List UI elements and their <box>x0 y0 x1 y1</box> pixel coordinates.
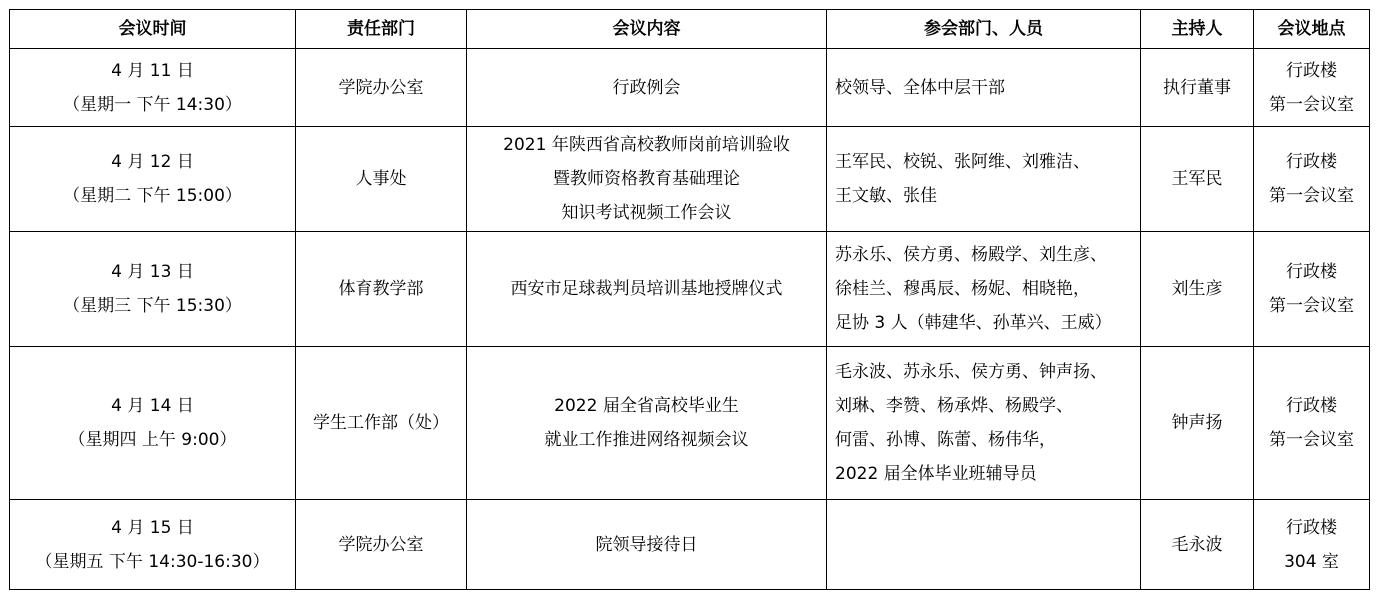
meeting-schedule-table <box>9 9 1370 590</box>
cell-dept-line: 学院办公室 <box>338 534 424 555</box>
cell-content-line: 知识考试视频工作会议 <box>561 203 732 223</box>
cell-time-line: （星期五 下午 14:30-16:30） <box>35 551 270 572</box>
table-row <box>10 232 1370 347</box>
cell-location <box>1254 49 1370 127</box>
cell-dept-line: 人事处 <box>355 169 407 189</box>
cell-host: 毛永波 <box>1141 500 1254 590</box>
header-content: 会议内容 <box>467 10 827 49</box>
cell-host: 执行董事 <box>1141 49 1254 127</box>
cell-attendees <box>827 127 1141 232</box>
table-row <box>10 500 1370 590</box>
cell-location-line: 行政楼 <box>1286 152 1337 172</box>
header-time: 会议时间 <box>10 10 296 49</box>
table-row <box>10 127 1370 232</box>
cell-time <box>10 347 296 500</box>
cell-time-line: （星期三 下午 15:30） <box>63 296 242 316</box>
cell-attendees <box>827 232 1141 347</box>
cell-host: 钟声扬 <box>1141 347 1254 500</box>
header-attendees: 参会部门、人员 <box>827 10 1141 49</box>
cell-content-line: 就业工作推进网络视频会议 <box>544 430 749 450</box>
cell-content-line: 西安市足球裁判员培训基地授牌仪式 <box>510 279 783 299</box>
header-row <box>10 10 1370 49</box>
cell-dept <box>296 347 467 500</box>
cell-location-line: 第一会议室 <box>1269 430 1354 450</box>
cell-attendees-line: 2022 届全体毕业班辅导员 <box>835 464 1037 484</box>
cell-dept <box>296 127 467 232</box>
cell-time <box>10 500 296 590</box>
table-row <box>10 347 1370 500</box>
cell-location <box>1254 127 1370 232</box>
cell-attendees-line: 毛永波、苏永乐、侯方勇、钟声扬、 <box>835 362 1107 382</box>
cell-attendees-line: 足协 3 人（韩建华、孙革兴、王威） <box>835 313 1112 333</box>
cell-content-line: 院领导接待日 <box>595 534 698 555</box>
cell-location-line: 行政楼 <box>1286 396 1337 416</box>
table-row <box>10 49 1370 127</box>
header-host: 主持人 <box>1141 10 1254 49</box>
cell-attendees <box>827 49 1141 127</box>
cell-time-line: 4 月 13 日 <box>111 262 194 282</box>
cell-attendees-line: 苏永乐、侯方勇、杨殿学、刘生彦、 <box>835 245 1107 265</box>
header-dept: 责任部门 <box>296 10 467 49</box>
cell-content <box>467 500 827 590</box>
cell-attendees-line: 校领导、全体中层干部 <box>835 77 1005 98</box>
cell-location-line: 行政楼 <box>1286 262 1337 282</box>
cell-location <box>1254 347 1370 500</box>
cell-attendees-line: 徐桂兰、穆禹辰、杨妮、相晓艳， <box>835 279 1090 299</box>
cell-location <box>1254 232 1370 347</box>
cell-content-line: 行政例会 <box>612 77 681 98</box>
cell-time-line: 4 月 15 日 <box>111 517 194 538</box>
cell-attendees-line: 何雷、孙博、陈蕾、杨伟华， <box>835 430 1056 450</box>
cell-host: 刘生彦 <box>1141 232 1254 347</box>
cell-content <box>467 49 827 127</box>
cell-dept <box>296 49 467 127</box>
cell-location-line: 行政楼 <box>1286 60 1337 81</box>
header-location: 会议地点 <box>1254 10 1370 49</box>
cell-attendees-line: 刘琳、李赞、杨承烨、杨殿学、 <box>835 396 1073 416</box>
cell-location-line: 第一会议室 <box>1269 94 1354 115</box>
cell-host: 王军民 <box>1141 127 1254 232</box>
cell-location-line: 304 室 <box>1284 551 1339 572</box>
cell-time-line: （星期一 下午 14:30） <box>63 94 242 115</box>
cell-dept-line: 学院办公室 <box>338 77 424 98</box>
cell-time-line: （星期四 上午 9:00） <box>68 430 237 450</box>
cell-attendees <box>827 500 1141 590</box>
cell-location-line: 行政楼 <box>1286 517 1337 538</box>
cell-time-line: 4 月 11 日 <box>111 60 194 81</box>
cell-content-line: 2022 届全省高校毕业生 <box>554 396 739 416</box>
cell-location <box>1254 500 1370 590</box>
cell-attendees-line: 王军民、校锐、张阿维、刘雅洁、 <box>835 152 1090 172</box>
cell-content-line: 暨教师资格教育基础理论 <box>553 169 740 189</box>
cell-dept-line: 体育教学部 <box>338 279 424 299</box>
cell-time-line: 4 月 12 日 <box>111 152 194 172</box>
cell-time <box>10 127 296 232</box>
cell-attendees <box>827 347 1141 500</box>
cell-content <box>467 347 827 500</box>
cell-dept-line: 学生工作部（处） <box>313 413 449 433</box>
cell-time <box>10 232 296 347</box>
cell-time <box>10 49 296 127</box>
cell-dept <box>296 232 467 347</box>
cell-dept <box>296 500 467 590</box>
cell-location-line: 第一会议室 <box>1269 186 1354 206</box>
cell-time-line: 4 月 14 日 <box>111 396 194 416</box>
cell-time-line: （星期二 下午 15:00） <box>63 186 242 206</box>
cell-attendees-line: 王文敏、张佳 <box>835 186 937 206</box>
cell-content <box>467 127 827 232</box>
cell-content <box>467 232 827 347</box>
cell-location-line: 第一会议室 <box>1269 296 1354 316</box>
cell-content-line: 2021 年陕西省高校教师岗前培训验收 <box>503 135 790 155</box>
